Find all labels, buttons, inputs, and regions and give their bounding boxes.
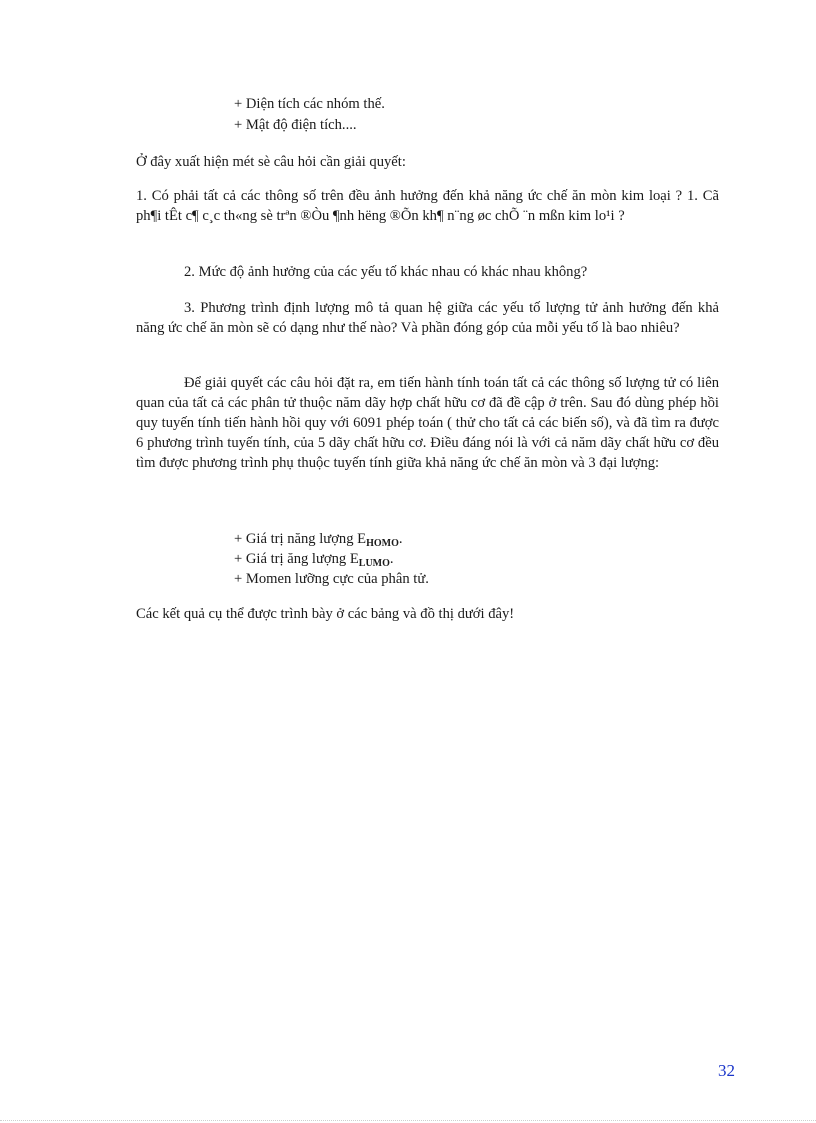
question-1: 1. Có phải tất cả các thông số trên đều ảnh hưởng đến khả năng ức chế ăn mòn kim loại ? 1. Cã ph¶i tÊt c¶ c¸c th«ng sè trªn ®Òu ¶nh hëng ®Õn kh¶ n¨ng øc chÕ ¨n mßn kim lo¹i ? [136, 188, 719, 224]
bullet-homo-end: . [398, 531, 403, 547]
bullet-lumo-energy [234, 549, 394, 569]
lumo-subscript: LUMO [358, 558, 390, 569]
bullet-dipole-moment: + Momen lưỡng cực của phân tử. [234, 571, 429, 587]
question-3: 3. Phương trình định lượng mô tả quan hệ giữa các yếu tố lượng tử ảnh hưởng đến khả năng ức chế ăn mòn sẽ có dạng như thế nào? Và phần đóng góp của mỗi yếu tố là bao nhiêu? [136, 300, 719, 336]
bullet-area-substituent: + Diện tích các nhóm thế. [234, 96, 385, 112]
bullet-lumo-text: + Giá trị ăng lượng E [234, 551, 359, 567]
conclusion-sentence: Các kết quả cụ thể được trình bày ở các bảng và đồ thị dưới đây! [136, 606, 515, 622]
question-2: 2. Mức độ ảnh hưởng của các yếu tố khác nhau có khác nhau không? [184, 264, 588, 280]
page-number: 32 [718, 1061, 735, 1080]
page-bottom-divider [0, 1120, 816, 1121]
bullet-homo-energy [234, 529, 403, 549]
method-paragraph: Để giải quyết các câu hỏi đặt ra, em tiến hành tính toán tất cả các thông số lượng tử có liên quan của tất cả các phân tử thuộc năm dãy hợp chất hữu cơ đã đề cập ở trên. Sau đó dùng phép hồi quy tuyến tính tiến hành hồi quy với 6091 phép toán ( thử cho tất cả các biến số), và đã tìm ra được 6 phương trình tuyến tính, của 5 dãy chất hữu cơ. Điều đáng nói là với cả năm dãy chất hữu cơ đều tìm được phương trình phụ thuộc tuyến tính giữa khả năng ức chế ăn mòn và 3 đại lượng: [136, 375, 719, 471]
homo-subscript: HOMO [366, 538, 399, 549]
bullet-charge-density: + Mật độ điện tích.... [234, 117, 357, 133]
intro-sentence: Ở đây xuất hiện mét sè câu hỏi cần giải quyết: [136, 154, 406, 170]
bullet-lumo-end: . [389, 551, 394, 567]
bullet-homo-text: + Giá trị năng lượng E [234, 531, 367, 547]
